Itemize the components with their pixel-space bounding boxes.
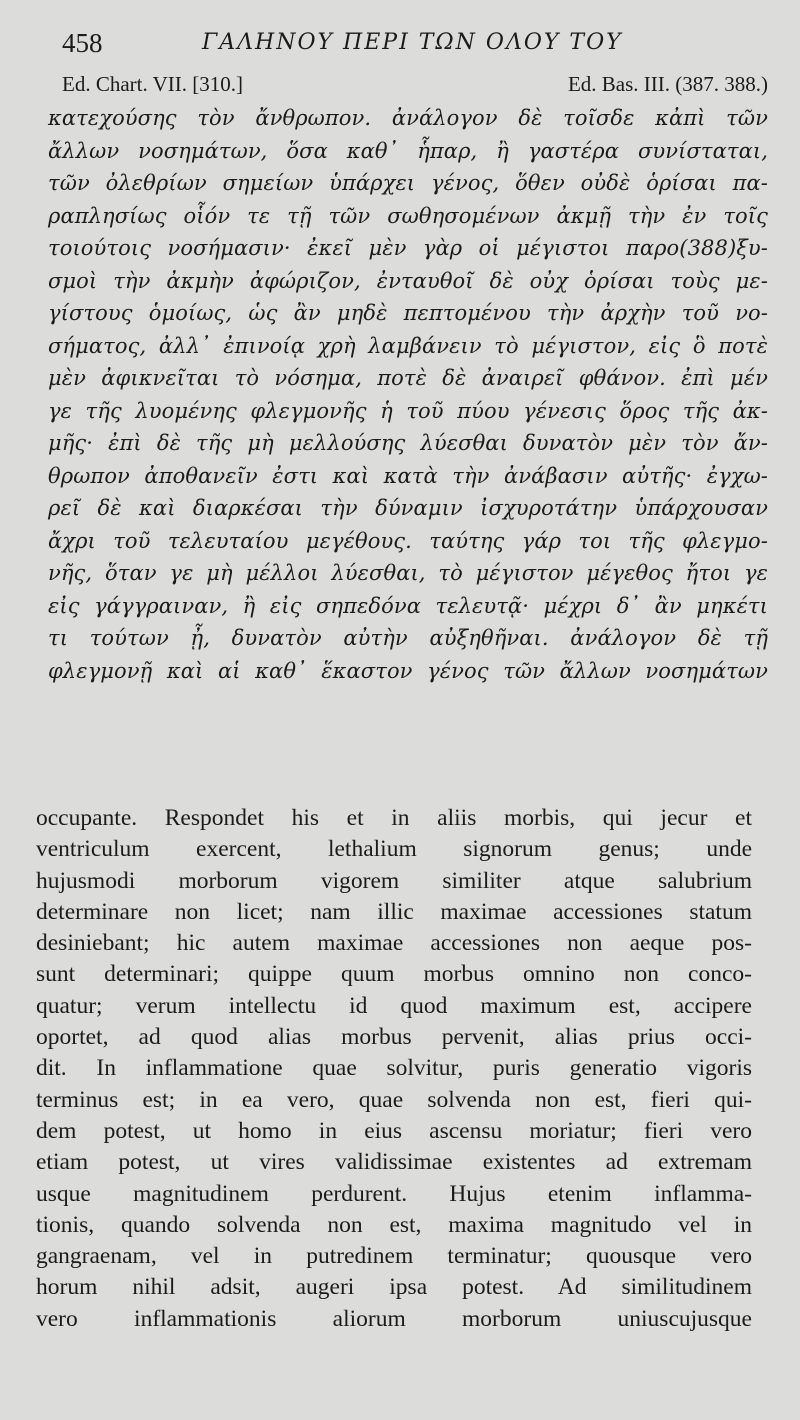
greek-text-line: κατεχούσης τὸν ἄνθρωπον. ἀνάλογον δὲ τοῖσδε κἀπὶ τῶν (48, 106, 768, 130)
greek-text-line: ρεῖ δὲ καὶ διαρκέσαι τὴν δύναμιν ἰσχυροτάτην ὑπάρχουσαν (48, 496, 768, 520)
latin-text-line: quatur; verum intellectu id quod maximum est, accipere (36, 992, 752, 1019)
latin-text-line: occupante. Respondet his et in aliis morbis, qui jecur et (36, 805, 752, 831)
latin-text-line: tionis, quando solvenda non est, maxima magnitudo vel in (36, 1211, 752, 1238)
greek-text-line: γίστους ὁμοίως, ὡς ἂν μηδὲ πεπτομένου τὴν ἀρχὴν τοῦ νο- (48, 301, 768, 325)
page-number: 458 (62, 28, 103, 58)
latin-text-line: dit. In inflammatione quae solvitur, puris generatio vigoris (36, 1055, 752, 1082)
latin-text-line: horum nihil adsit, augeri ipsa potest. Ad similitudinem (36, 1274, 752, 1301)
latin-text-block (36, 803, 752, 1335)
latin-text-line: vero inflammationis aliorum morborum uniuscujusque (36, 1305, 752, 1332)
greek-text-line: νῆς, ὅταν γε μὴ μέλλοι λύεσθαι, τὸ μέγιστον μέγεθος ἤτοι γε (48, 561, 768, 585)
latin-text-line: ventriculum exercent, lethalium signorum genus; unde (36, 836, 752, 863)
greek-text-line: ραπλησίως οἷόν τε τῇ τῶν σωθησομένων ἀκμῇ τὴν ἐν τοῖς (48, 203, 768, 228)
latin-text-line: oportet, ad quod alias morbus pervenit, alias prius occi- (36, 1024, 752, 1051)
edition-chart-reference: Ed. Chart. VII. [310.] (62, 72, 243, 96)
latin-text-line: etiam potest, ut vires validissimae existentes ad extremam (36, 1149, 752, 1176)
greek-text-line: τοιούτοις νοσήμασιν· ἐκεῖ μὲν γὰρ οἱ μέγιστοι παρο(388)ξυ- (48, 236, 768, 260)
greek-text-line: τι τούτων ᾖ, δυνατὸν αὐτὴν αὐξηθῆναι. ἀνάλογον δὲ τῇ (48, 626, 768, 650)
latin-text-line: dem potest, ut homo in eius ascensu moriatur; fieri vero (36, 1117, 752, 1144)
latin-text-line: usque magnitudinem perdurent. Hujus etenim inflamma- (36, 1180, 752, 1207)
greek-text-line: μῆς· ἐπὶ δὲ τῆς μὴ μελλούσης λύεσθαι δυνατὸν μὲν τὸν ἄν- (48, 431, 768, 455)
edition-reference-line (62, 72, 768, 102)
latin-text-line: terminus est; in ea vero, quae solvenda non est, fieri qui- (36, 1086, 752, 1113)
greek-text-line: σήματος, ἀλλ᾽ ἐπινοίᾳ χρὴ λαμβάνειν τὸ μέγιστον, εἰς ὃ ποτὲ (48, 333, 768, 358)
greek-text-line: φλεγμονῇ καὶ αἱ καθ᾽ ἕκαστον γένος τῶν ἄλλων νοσημάτων (48, 658, 768, 683)
greek-text-line: γε τῆς λυομένης φλεγμονῆς ἡ τοῦ πύου γένεσις ὅρος τῆς ἀκ- (48, 398, 768, 423)
greek-text-block (48, 102, 768, 687)
greek-text-line: ἄλλων νοσημάτων, ὅσα καθ᾽ ἧπαρ, ἢ γαστέρα συνίσταται, (48, 138, 768, 163)
greek-text-line: τῶν ὀλεθρίων σημείων ὑπάρχει γένος, ὅθεν οὐδὲ ὁρίσαι πα- (48, 171, 768, 195)
latin-text-line: desiniebant; hic autem maximae accessiones non aeque pos- (36, 930, 752, 957)
latin-text-line: hujusmodi morborum vigorem similiter atque salubrium (36, 867, 752, 894)
latin-text-line: determinare non licet; nam illic maximae accessiones statum (36, 898, 752, 925)
greek-text-line: μὲν ἀφικνεῖται τὸ νόσημα, ποτὲ δὲ ἀναιρεῖ φθάνον. ἐπὶ μέν (48, 366, 768, 390)
greek-text-line: σμοὶ τὴν ἀκμὴν ἀφώριζον, ἐνταυθοῖ δὲ οὐχ ὁρίσαι τοὺς με- (48, 268, 768, 293)
greek-text-line: θρωπον ἀποθανεῖν ἐστι καὶ κατὰ τὴν ἀνάβασιν αὐτῆς· ἐγχω- (48, 463, 768, 488)
running-title: ΓΑΛΗΝΟΥ ΠΕΡΙ ΤΩΝ ΟΛΟΥ ΤΟΥ (202, 30, 623, 55)
edition-basel-reference: Ed. Bas. III. (387. 388.) (567, 72, 768, 96)
latin-text-line: gangraenam, vel in putredinem terminatur; quousque vero (36, 1243, 752, 1270)
greek-text-line: ἄχρι τοῦ τελευταίου μεγέθους. ταύτης γάρ τοι τῆς φλεγμο- (48, 528, 768, 553)
latin-text-line: sunt determinari; quippe quum morbus omnino non conco- (36, 961, 752, 988)
greek-text-line: εἰς γάγγραιναν, ἢ εἰς σηπεδόνα τελευτᾷ· μέχρι δ᾽ ἂν μηκέτι (48, 593, 768, 618)
running-head (62, 26, 755, 66)
